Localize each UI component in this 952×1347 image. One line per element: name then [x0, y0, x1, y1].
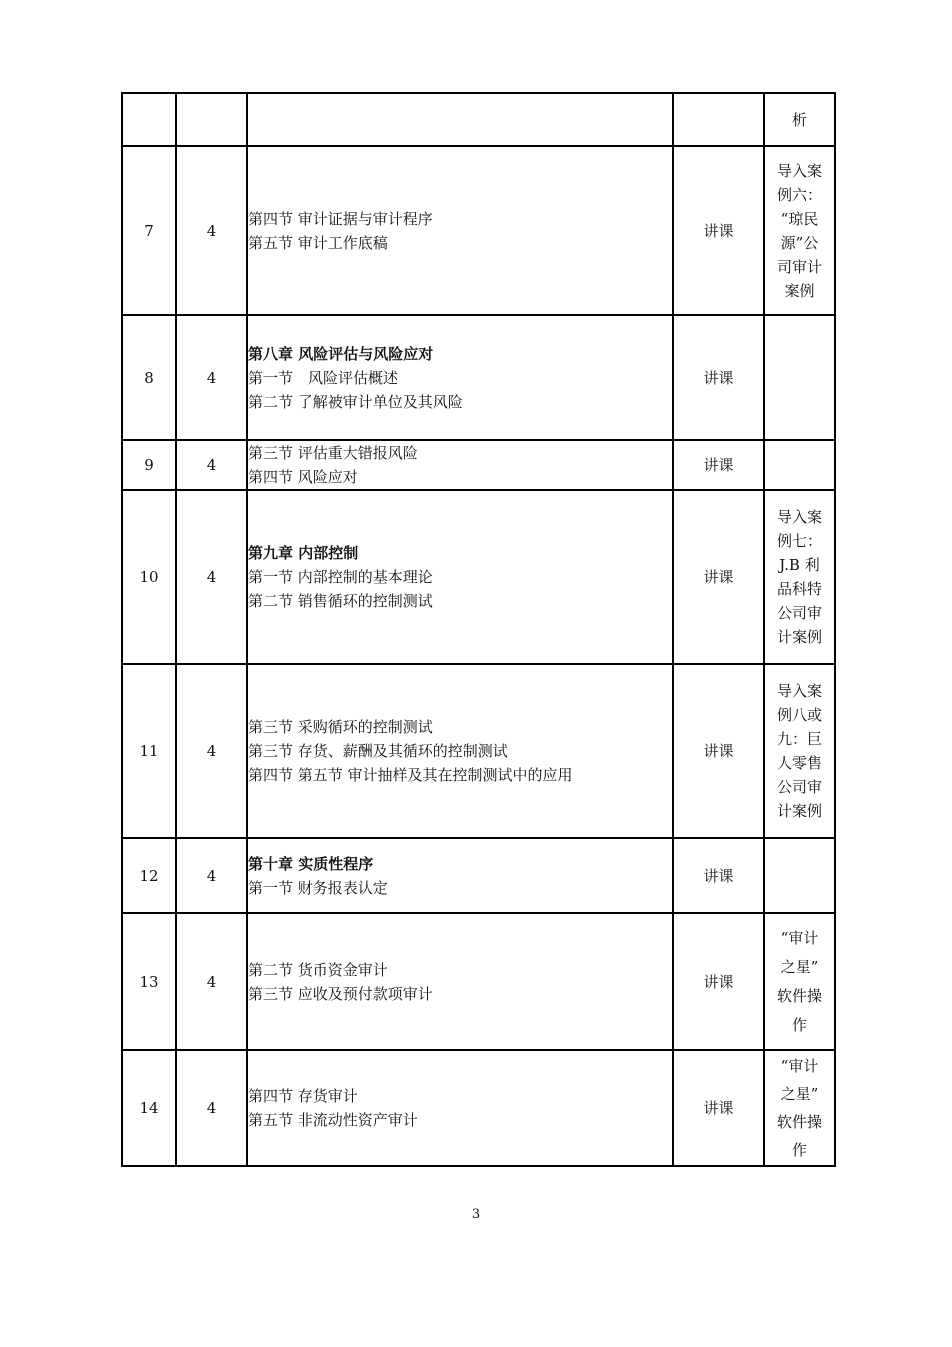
hours-cell: 4 — [176, 490, 247, 664]
hours-cell: 4 — [176, 315, 247, 440]
hours-cell — [176, 93, 247, 146]
method-cell: 讲课 — [673, 838, 764, 913]
table-row — [122, 440, 835, 490]
chapter-title: 第十章 实质性程序 — [248, 854, 374, 873]
content-cell — [247, 664, 673, 838]
table-row — [122, 146, 835, 315]
week-cell: 7 — [122, 146, 176, 315]
note-cell: 导入案 例六： “琼民 源”公 司审计 案例 — [764, 146, 835, 315]
section-line: 第一节 风险评估概述 — [248, 368, 399, 387]
table-row — [122, 490, 835, 664]
section-line: 第三节 采购循环的控制测试 — [248, 718, 433, 736]
section-line: 第二节 销售循环的控制测试 — [248, 592, 433, 610]
week-cell: 11 — [122, 664, 176, 838]
hours-cell: 4 — [176, 664, 247, 838]
method-cell: 讲课 — [673, 913, 764, 1050]
chapter-title: 第八章 风险评估与风险应对 — [248, 344, 434, 363]
note-cell — [764, 440, 835, 490]
chapter-title: 第九章 内部控制 — [248, 544, 359, 562]
note-cell — [764, 838, 835, 913]
content-cell — [247, 838, 673, 913]
section-line: 第四节 存货审计 — [248, 1087, 358, 1105]
note-cell: 导入案 例七： J.B 利 品科特 公司审 计案例 — [764, 490, 835, 664]
method-cell: 讲课 — [673, 664, 764, 838]
section-line: 第一节 财务报表认定 — [248, 878, 388, 897]
section-line: 第四节 第五节 审计抽样及其在控制测试中的应用 — [248, 766, 573, 784]
week-cell: 12 — [122, 838, 176, 913]
week-cell: 9 — [122, 440, 176, 490]
table-row — [122, 93, 835, 146]
content-cell — [247, 440, 673, 490]
section-line: 第三节 评估重大错报风险 — [248, 444, 418, 462]
note-cell: 析 — [764, 93, 835, 146]
table-row — [122, 913, 835, 1050]
section-line: 第一节 内部控制的基本理论 — [248, 568, 433, 586]
method-cell: 讲课 — [673, 315, 764, 440]
hours-cell: 4 — [176, 1050, 247, 1166]
method-cell — [673, 93, 764, 146]
method-cell: 讲课 — [673, 146, 764, 315]
note-cell: “审计 之星” 软件操 作 — [764, 913, 835, 1050]
hours-cell: 4 — [176, 913, 247, 1050]
content-cell — [247, 315, 673, 440]
table-row — [122, 838, 835, 913]
table-row — [122, 315, 835, 440]
note-cell: 导入案 例八或 九：巨 人零售 公司审 计案例 — [764, 664, 835, 838]
page-number: 3 — [471, 1207, 481, 1222]
week-cell: 13 — [122, 913, 176, 1050]
week-cell — [122, 93, 176, 146]
content-cell — [247, 490, 673, 664]
week-cell: 10 — [122, 490, 176, 664]
method-cell: 讲课 — [673, 440, 764, 490]
section-line: 第五节 非流动性资产审计 — [248, 1111, 418, 1129]
section-line: 第三节 应收及预付款项审计 — [248, 984, 433, 1003]
content-cell — [247, 913, 673, 1050]
table-row — [122, 1050, 835, 1166]
course-schedule-table — [121, 92, 836, 1167]
section-line: 第五节 审计工作底稿 — [248, 233, 388, 252]
section-line: 第二节 货币资金审计 — [248, 960, 388, 979]
section-line: 第四节 审计证据与审计程序 — [248, 209, 433, 228]
note-cell — [764, 315, 835, 440]
week-cell: 14 — [122, 1050, 176, 1166]
method-cell: 讲课 — [673, 490, 764, 664]
content-cell — [247, 93, 673, 146]
section-line: 第二节 了解被审计单位及其风险 — [248, 392, 463, 411]
week-cell: 8 — [122, 315, 176, 440]
hours-cell: 4 — [176, 838, 247, 913]
content-cell — [247, 146, 673, 315]
section-line: 第四节 风险应对 — [248, 468, 358, 486]
hours-cell: 4 — [176, 440, 247, 490]
table-row — [122, 664, 835, 838]
method-cell: 讲课 — [673, 1050, 764, 1166]
section-line: 第三节 存货、薪酬及其循环的控制测试 — [248, 742, 508, 760]
hours-cell: 4 — [176, 146, 247, 315]
note-cell: “审计 之星” 软件操 作 — [764, 1050, 835, 1166]
content-cell — [247, 1050, 673, 1166]
